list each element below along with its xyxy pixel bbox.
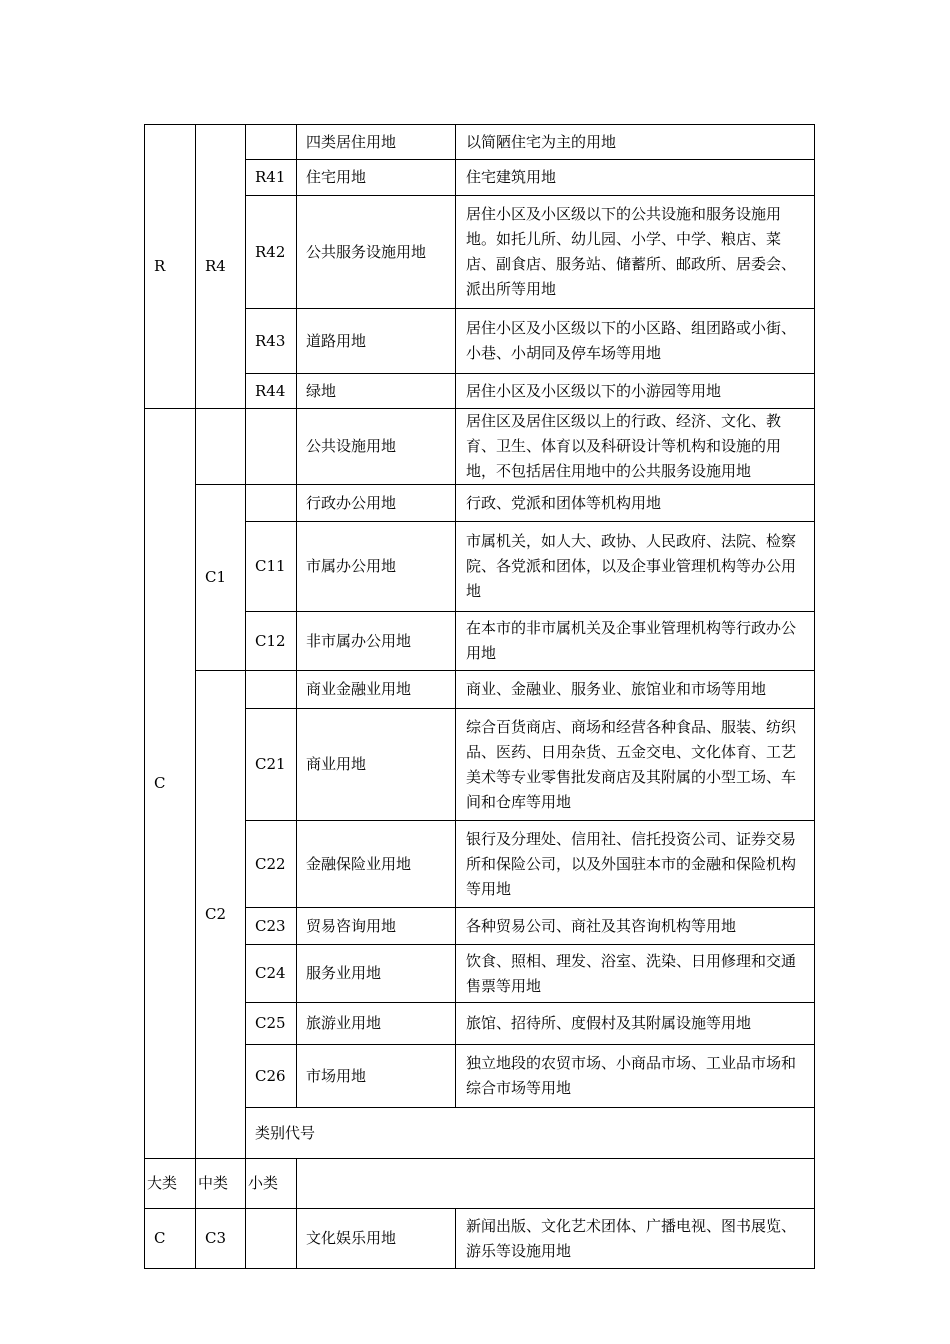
category-name-cell: 市属办公用地	[297, 522, 456, 612]
minor-code-cell	[246, 485, 297, 522]
category-name-cell: 金融保险业用地	[297, 821, 456, 908]
scope-cell: 新闻出版、文化艺术团体、广播电视、图书展览、游乐等设施用地	[456, 1209, 815, 1269]
category-name-cell: 旅游业用地	[297, 1003, 456, 1045]
minor-class-header: 小类	[246, 1159, 297, 1209]
category-code-header: 类别代号	[246, 1108, 815, 1159]
category-name-cell: 住宅用地	[297, 160, 456, 196]
minor-code-cell: C21	[246, 709, 297, 821]
medium-code-cell: C2	[196, 671, 246, 1159]
table-row	[145, 709, 815, 821]
minor-code-cell: C11	[246, 522, 297, 612]
minor-code-cell: C22	[246, 821, 297, 908]
major-code-cell: R	[145, 125, 196, 409]
medium-code-cell	[196, 409, 246, 485]
category-name-cell: 市场用地	[297, 1045, 456, 1108]
scope-cell: 商业、金融业、服务业、旅馆业和市场等用地	[456, 671, 815, 709]
minor-code-cell: C26	[246, 1045, 297, 1108]
table-row	[145, 821, 815, 908]
scope-cell: 行政、党派和团体等机构用地	[456, 485, 815, 522]
category-name-cell: 文化娱乐用地	[297, 1209, 456, 1269]
minor-code-cell: R44	[246, 374, 297, 409]
major-class-header: 大类	[145, 1159, 196, 1209]
medium-code-cell: R4	[196, 125, 246, 409]
scope-cell: 住宅建筑用地	[456, 160, 815, 196]
category-name-cell: 道路用地	[297, 309, 456, 374]
scope-cell: 旅馆、招待所、度假村及其附属设施等用地	[456, 1003, 815, 1045]
scope-cell: 居住小区及小区级以下的小区路、组团路或小街、小巷、小胡同及停车场等用地	[456, 309, 815, 374]
table-row	[145, 908, 815, 945]
category-name-cell: 非市属办公用地	[297, 612, 456, 671]
category-name-cell: 绿地	[297, 374, 456, 409]
table-row	[145, 485, 815, 522]
minor-code-cell: C24	[246, 945, 297, 1003]
minor-code-cell: R41	[246, 160, 297, 196]
table-row	[145, 1209, 815, 1269]
table-row	[145, 309, 815, 374]
medium-code-cell: C3	[196, 1209, 246, 1269]
minor-code-cell: R42	[246, 196, 297, 309]
minor-code-cell: C23	[246, 908, 297, 945]
category-name-cell: 公共服务设施用地	[297, 196, 456, 309]
major-code-cell: C	[145, 1209, 196, 1269]
minor-code-cell	[246, 125, 297, 160]
category-name-cell: 公共设施用地	[297, 409, 456, 485]
scope-cell: 市属机关，如人大、政协、人民政府、法院、检察院、各党派和团体，以及企事业管理机构等办公用地	[456, 522, 815, 612]
scope-cell: 独立地段的农贸市场、小商品市场、工业品市场和综合市场等用地	[456, 1045, 815, 1108]
header-row	[145, 1108, 815, 1159]
table-row	[145, 945, 815, 1003]
minor-code-cell	[246, 671, 297, 709]
category-name-cell: 商业用地	[297, 709, 456, 821]
minor-code-cell: R43	[246, 309, 297, 374]
minor-code-cell	[246, 1209, 297, 1269]
land-use-classification-table	[144, 124, 815, 1269]
scope-cell: 居住小区及小区级以下的小游园等用地	[456, 374, 815, 409]
table-row	[145, 1003, 815, 1045]
major-code-cell: C	[145, 409, 196, 1159]
minor-code-cell: C25	[246, 1003, 297, 1045]
table-row	[145, 1045, 815, 1108]
scope-cell: 银行及分理处、信用社、信托投资公司、证券交易所和保险公司，以及外国驻本市的金融和保险机构等用地	[456, 821, 815, 908]
scope-cell: 饮食、照相、理发、浴室、洗染、日用修理和交通售票等用地	[456, 945, 815, 1003]
minor-code-cell	[246, 409, 297, 485]
category-name-cell: 贸易咨询用地	[297, 908, 456, 945]
header-row	[145, 1159, 815, 1209]
table-row	[145, 612, 815, 671]
scope-cell: 以简陋住宅为主的用地	[456, 125, 815, 160]
scope-cell: 居住区及居住区级以上的行政、经济、文化、教育、卫生、体育以及科研设计等机构和设施的用地，不包括居住用地中的公共服务设施用地	[456, 409, 815, 485]
scope-cell: 综合百货商店、商场和经营各种食品、服装、纺织品、医药、日用杂货、五金交电、文化体育、工艺美术等专业零售批发商店及其附属的小型工场、车间和仓库等用地	[456, 709, 815, 821]
category-name-cell: 服务业用地	[297, 945, 456, 1003]
scope-cell: 居住小区及小区级以下的公共设施和服务设施用地。如托儿所、幼儿园、小学、中学、粮店、菜店、副食店、服务站、储蓄所、邮政所、居委会、派出所等用地	[456, 196, 815, 309]
minor-code-cell: C12	[246, 612, 297, 671]
category-name-cell: 四类居住用地	[297, 125, 456, 160]
table-row	[145, 671, 815, 709]
table-row	[145, 160, 815, 196]
category-name-cell: 行政办公用地	[297, 485, 456, 522]
medium-class-header: 中类	[196, 1159, 246, 1209]
scope-cell: 各种贸易公司、商社及其咨询机构等用地	[456, 908, 815, 945]
category-name-cell: 商业金融业用地	[297, 671, 456, 709]
table-row	[145, 125, 815, 160]
table-row	[145, 374, 815, 409]
scope-cell: 在本市的非市属机关及企事业管理机构等行政办公用地	[456, 612, 815, 671]
medium-code-cell: C1	[196, 485, 246, 671]
table-row	[145, 522, 815, 612]
table-row	[145, 409, 815, 485]
table-row	[145, 196, 815, 309]
